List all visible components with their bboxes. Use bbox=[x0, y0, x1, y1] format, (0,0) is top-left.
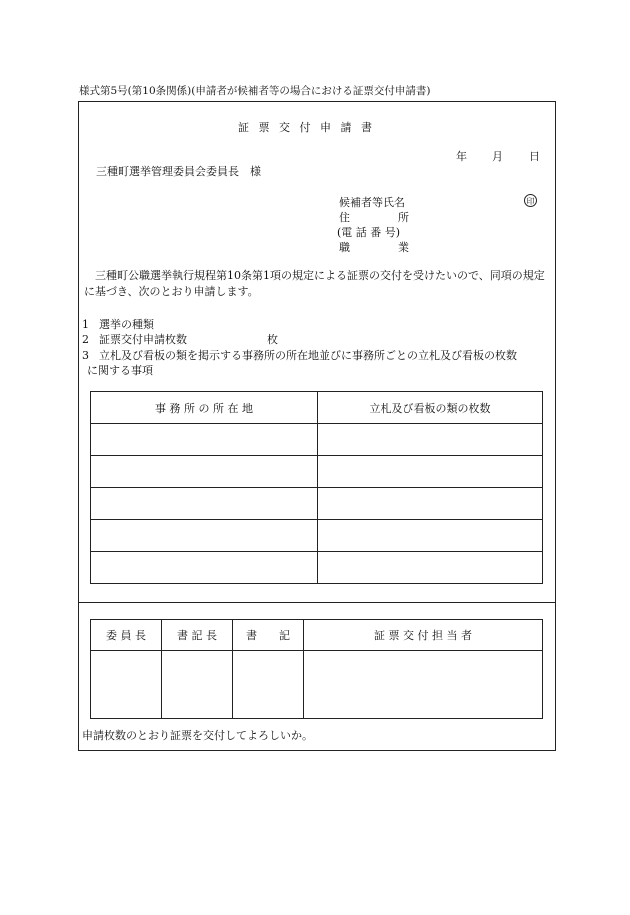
header-chairman: 委 員 長 bbox=[91, 620, 162, 651]
office-location-cell[interactable] bbox=[91, 552, 318, 584]
approval-table bbox=[90, 619, 543, 719]
occupation-label-2: 業 bbox=[398, 241, 409, 254]
header-clerk: 書 記 bbox=[233, 620, 304, 651]
office-location-cell[interactable] bbox=[91, 520, 318, 552]
address-label-1: 住 bbox=[339, 211, 350, 224]
approval-stamp-row bbox=[91, 651, 543, 719]
sign-count-cell[interactable] bbox=[318, 456, 543, 488]
addressee: 三種町選挙管理委員会委員長 様 bbox=[96, 165, 261, 178]
header-sign-count: 立札及び看板の類の枚数 bbox=[318, 392, 543, 424]
header-office-location: 事 務 所 の 所 在 地 bbox=[91, 392, 318, 424]
office-location-cell[interactable] bbox=[91, 456, 318, 488]
form-title: 証 票 交 付 申 請 書 bbox=[238, 121, 375, 134]
table-row bbox=[91, 424, 543, 456]
date-month: 月 bbox=[492, 150, 503, 163]
header-issuer: 証 票 交 付 担 当 者 bbox=[304, 620, 543, 651]
item-1-num: 1 bbox=[82, 318, 89, 331]
table-row bbox=[91, 456, 543, 488]
sign-count-cell[interactable] bbox=[318, 424, 543, 456]
sign-count-cell[interactable] bbox=[318, 488, 543, 520]
form-label: 様式第5号(第10条関係)(申請者が候補者等の場合における証票交付申請書) bbox=[79, 85, 431, 97]
occupation-label-1: 職 bbox=[339, 241, 350, 254]
date-year: 年 bbox=[456, 150, 467, 163]
item-3-num: 3 bbox=[82, 349, 89, 362]
issuer-stamp-cell[interactable] bbox=[304, 651, 543, 719]
address-label-2: 所 bbox=[398, 211, 409, 224]
table-row bbox=[91, 520, 543, 552]
chairman-stamp-cell[interactable] bbox=[91, 651, 162, 719]
seal-mark: 印 bbox=[524, 194, 537, 207]
item-1-text: 選挙の種類 bbox=[99, 318, 154, 331]
applicant-name-label: 候補者等氏名 bbox=[339, 196, 405, 209]
date-day: 日 bbox=[529, 150, 540, 163]
item-3-text: 立札及び看板の類を掲示する事務所の所在地並びに事務所ごとの立札及び看板の枚数 bbox=[99, 349, 517, 362]
office-table bbox=[90, 391, 543, 584]
office-location-cell[interactable] bbox=[91, 424, 318, 456]
item-2-num: 2 bbox=[82, 333, 89, 346]
item-2-unit: 枚 bbox=[267, 333, 278, 346]
item-2-text: 証票交付申請枚数 bbox=[99, 333, 187, 346]
office-table-header bbox=[91, 392, 543, 424]
office-location-cell[interactable] bbox=[91, 488, 318, 520]
approval-table-header bbox=[91, 620, 543, 651]
clerk-stamp-cell[interactable] bbox=[233, 651, 304, 719]
table-row bbox=[91, 552, 543, 584]
sign-count-cell[interactable] bbox=[318, 552, 543, 584]
phone-label: (電 話 番 号) bbox=[337, 226, 401, 239]
body-text: 三種町公職選挙執行規程第10条第1項の規定による証票の交付を受けたいので、同項の規定に基づき、次のとおり申請します。 bbox=[84, 269, 545, 298]
sign-count-cell[interactable] bbox=[318, 520, 543, 552]
chief-clerk-stamp-cell[interactable] bbox=[162, 651, 233, 719]
item-3-continuation: に関する事項 bbox=[87, 364, 153, 377]
footer-text: 申請枚数のとおり証票を交付してよろしいか。 bbox=[82, 729, 313, 742]
table-row bbox=[91, 488, 543, 520]
section-divider bbox=[78, 602, 556, 603]
header-chief-clerk: 書 記 長 bbox=[162, 620, 233, 651]
